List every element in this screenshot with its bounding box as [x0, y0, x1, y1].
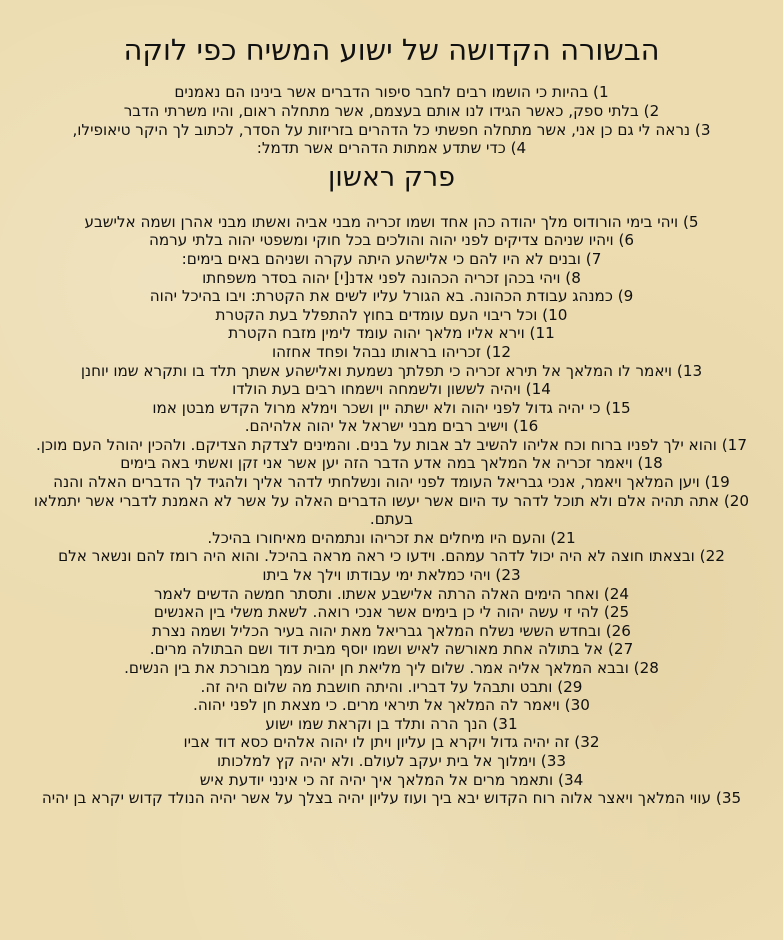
document-page — [10, 0, 773, 808]
verse-line: 2) בלתי ספק, כאשר הגידו לנו אותם בעצמם, אשר מתחלה ראום, והיו משרתי הדבר — [123, 101, 660, 120]
verse-line: 15) כי יהיה גדול לפני יהוה ולא ישתה יין ושכר וימלא מרול הקדש מבטן אמו — [152, 398, 631, 417]
chapter-heading: פרק ראשון — [328, 161, 455, 193]
verse-line: 9) כמנהג עבודת הכהונה. בא הגורל עליו לשים את הקטרת: ויבו בהיכל יהוה — [149, 287, 634, 306]
verse-line: 11) וירא אליו מלאך יהוה עומד לימין מזבח הקטרת — [228, 324, 555, 343]
verse-line: 31) הנך הרה ותלד בן וקראת שמו ישוע — [265, 714, 518, 733]
verse-line: 29) ותבט ותבהל על דבריו. והיתה חושבת מה שלום היה זה. — [200, 677, 583, 696]
verse-line: 32) זה יהיה גדול ויקרא בן עליון ויתן לו יהוה אלהים כסא דוד אביו — [183, 733, 600, 752]
verse-line: 10) וכל ריבוי העם עומדים בחוץ להתפלל בעת הקטרת — [215, 305, 568, 324]
verse-line: 33) וימלוך אל בית יעקב לעולם. ולא יהיה קץ למלכותו — [216, 751, 567, 770]
verse-line: 23) ויהי כמלאת ימי עבודתו וילך אל ביתו — [262, 566, 521, 585]
verse-line: 26) ובחדש הששי נשלח המלאך גבריאל מאת יהוה בעיר הכליל ושמה נצרת — [152, 621, 631, 640]
verse-line: 8) ויהי בכהן זכריה הכהונה לפני אדנ[י] יהוה בסדר משפחתו — [202, 268, 581, 287]
verse-line: 19) ויען המלאך ויאמר, אנכי גבריאל העומד לפני יהוה ונשלחתי לדהר אליך ולהגיד לך הדברים האלה והנה — [53, 473, 730, 492]
verse-line: 3) נראה לי גם כן אני, אשר מתחלה חפשתי כל הדהרים בזריזות על הסדר, לכתוב לך היקר טיאופילו, — [72, 120, 711, 139]
verse-line: 20) אתה תהיה אלם ולא תוכל לדהר עד היום אשר יעשו הדברים האלה על אשר לא האמנת לדברי אשר יתמלאו בעתם. — [33, 491, 750, 529]
verse-line: 13) ויאמר לו המלאך אל תירא זכריה כי תפלתך נשמעת ואלישהע אשתך תלד בו ותקרא שמו יוחנן — [80, 361, 703, 380]
verse-line: 28) ובבא המלאך אליה אמר. שלום ליך מליאת חן יהוה עמך מבורכת את בין הנשים. — [124, 659, 659, 678]
verse-line: 35) עווי המלאך ויאצר אלוה רוח הקדוש יבא ביך ועוז עליון יהיה בצלך על אשר יהיה הנולד קדוש יקרא בן יהיה — [41, 789, 742, 808]
verse-line: 21) והעם היו מיחלים את זכריהו ונתמהים מאיחורו בהיכל. — [207, 528, 576, 547]
verse-line: 6) ויהיו שניהם צדיקים לפני יהוה והולכים בכל חוקי ומשפטי יהוה בלתי ערמה — [148, 231, 635, 250]
verse-line: 24) ואחר הימים האלה הרתה אלישבע אשתו. ותסתר חמשה הדשים לאמר — [153, 584, 630, 603]
verse-line: 34) ותאמר מרים אל המלאך איך יהיה זה כי אינני יודעת איש — [199, 770, 584, 789]
verse-line: 1) בהיות כי הושמו רבים לחבר סיפור הדברים אשר בינינו הם נאמנים — [174, 83, 609, 102]
verse-line: 16) וישיב רבים מבני ישראל אל יהוה אלהיהם. — [244, 417, 539, 436]
verse-line: 17) והוא ילך לפניו ברוח וכח אליהו להשיב לב אבות על בנים. והמינים לצדקת הצדיקם. ולהכין יהוהל העם מוכן. — [36, 435, 747, 454]
verse-line: 12) זכריהו בראותו נבהל ופחד אחזהו — [271, 342, 512, 361]
verse-line: 4) כדי שתדע אמתות הדהרים אשר תדמל: — [256, 139, 527, 158]
verse-line: 27) אל בתולה אחת מאורשה לאיש ושמו יוסף מבית דוד ושם הבתולה מרים. — [149, 640, 634, 659]
verse-line: 18) ויאמר זכריה אל המלאך במה אדע הדבר הזה יען אשר אני זקן ואשתי באה בימים — [120, 454, 663, 473]
verse-line: 14) ויהיה לששון ולשמחה וישמחו רבים בעת הולדו — [232, 380, 551, 399]
page-title: הבשורה הקדושה של ישוע המשיח כפי לוקה — [123, 33, 660, 67]
verse-line: 22) ובצאתו חוצה לא היה יכול לדהר עמהם. וידעו כי ראה מראה בהיכל. והוא היה רומז להם ונשאר אלם — [58, 547, 725, 566]
verse-list — [10, 213, 773, 808]
verse-line: 5) ויהי בימי הורודוס מלך יהודה כהן אחד ושמו זכריה מבני אביה ואשתו מבני אהרן ושמה אלישבע — [84, 212, 699, 231]
verse-line: 7) ובנים לא היו להם כי אלישהע היתה עקרה ושניהם באים בימים: — [181, 249, 602, 268]
verse-line: 25) להי זי עשה יהוה לי כן בימים אשר אנכי רואה. לשאת משלי בין האנשים — [153, 603, 630, 622]
preface-list — [10, 83, 773, 157]
verse-line: 30) ויאמר לה המלאך אל תיראי מרים. כי מצאת חן לפני יהוה. — [193, 696, 590, 715]
